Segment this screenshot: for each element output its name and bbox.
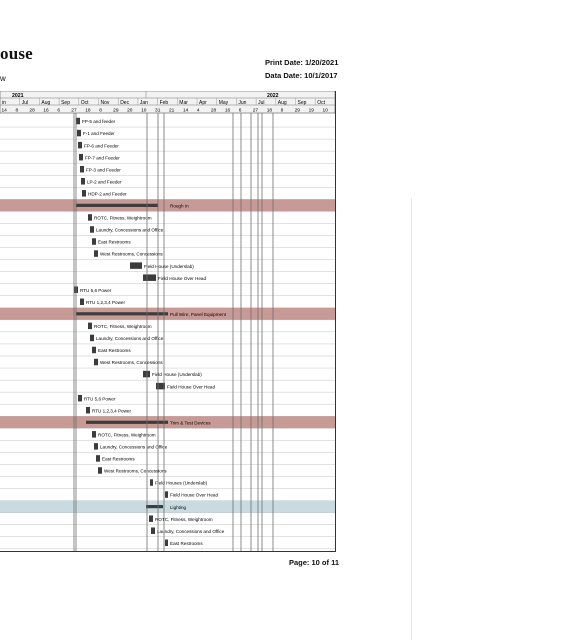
task-bar	[76, 118, 80, 125]
summary-bar	[76, 312, 168, 315]
task-bar	[143, 274, 156, 281]
task-label: LP-2 and Feeder	[87, 179, 122, 185]
month-label: Sep	[297, 100, 307, 106]
task-label: Laundry, Concessions and Office	[96, 227, 164, 233]
task-label: East Restrooms	[170, 540, 203, 546]
task-label: FP-7 and Feeder	[85, 155, 120, 161]
day-label: 20	[127, 108, 133, 114]
summary-band	[0, 501, 335, 513]
task-bar	[88, 214, 92, 221]
report-title: ouse	[0, 44, 33, 63]
task-label: West Restrooms, Concessions	[104, 468, 167, 474]
day-label: 28	[29, 108, 35, 114]
summary-bar	[86, 421, 168, 424]
task-label: FP-6 and Feeder	[84, 143, 119, 149]
task-label: Field House Over Head	[170, 492, 219, 498]
task-label: Laundry, Concessions and Office	[100, 444, 168, 450]
year-label: 2021	[12, 93, 24, 99]
task-bar	[151, 527, 155, 534]
task-bar	[90, 335, 94, 342]
day-label: 8	[99, 108, 102, 114]
task-bar	[86, 407, 90, 414]
task-bar	[94, 359, 98, 366]
task-bar	[88, 323, 92, 330]
task-bar	[90, 226, 94, 233]
task-label: West Restrooms, Concessions	[100, 360, 163, 366]
month-label: Feb	[159, 100, 169, 106]
summary-bar	[146, 505, 163, 508]
day-label: 14	[1, 108, 7, 114]
month-label: Jun	[238, 100, 247, 106]
month-label: Jul	[258, 100, 265, 106]
summary-bar	[76, 204, 158, 207]
task-label: Lighting	[170, 504, 187, 510]
task-label: Trim & Test Devices	[170, 420, 211, 426]
month-label: Sep	[61, 100, 71, 106]
gantt-svg	[0, 91, 335, 551]
task-bar	[81, 178, 85, 185]
day-label: 29	[113, 108, 119, 114]
task-bar	[92, 431, 96, 438]
gantt-chart	[0, 91, 336, 552]
task-bar	[150, 479, 153, 486]
task-label: RTU 5,6 Power	[80, 287, 112, 293]
month-label: Jan	[139, 100, 148, 106]
task-bar	[77, 130, 81, 137]
page-edge-divider	[411, 198, 412, 640]
day-label: 4	[196, 108, 200, 114]
report-subtitle: w	[0, 74, 6, 83]
task-label: FP-5 and feeder	[82, 119, 116, 125]
task-label: Rough In	[170, 203, 189, 209]
task-label: ROTC, Fitness, Weightroom	[98, 432, 156, 438]
task-label: RTU 5,6 Power	[84, 396, 116, 402]
task-bar	[80, 299, 84, 306]
day-label: 18	[85, 108, 91, 114]
task-bar	[94, 250, 98, 257]
task-bar	[80, 166, 84, 173]
task-bar	[165, 540, 168, 547]
task-bar	[143, 371, 150, 378]
task-bar	[94, 443, 98, 450]
day-label: 19	[308, 108, 314, 114]
task-label: East Restrooms	[98, 239, 131, 245]
month-label: Aug	[277, 100, 287, 106]
task-label: RTU 1,2,3,4 Power	[86, 299, 125, 305]
task-label: Laundry, Concessions and Office	[96, 336, 164, 342]
summary-band	[0, 199, 335, 211]
task-label: Pull Wire, Panel Equipment	[170, 311, 226, 317]
year-label: 2022	[267, 93, 279, 99]
day-label: 28	[210, 108, 217, 114]
task-bar	[165, 491, 168, 498]
month-label: in	[2, 100, 6, 106]
task-label: ROTC, Fitness, Weightroom	[94, 215, 152, 221]
month-label: Dec	[120, 100, 130, 106]
task-label: Field House (Underslab)	[152, 372, 202, 378]
month-label: Mar	[179, 100, 188, 106]
month-label: Oct	[80, 100, 89, 106]
day-label: 8	[280, 108, 284, 114]
day-label: 6	[57, 108, 61, 114]
task-bar	[130, 262, 142, 269]
day-label: 8	[15, 108, 19, 114]
day-label: 6	[238, 108, 242, 114]
task-label: West Restrooms, Concessions	[100, 251, 163, 257]
task-label: Laundry, Concessions and Office	[157, 528, 225, 534]
task-bar	[149, 515, 153, 522]
task-label: F-1 and Feeder	[83, 131, 115, 137]
task-label: ROTC, Fitness, Weightroom	[94, 324, 152, 330]
task-label: Field House (Underslab)	[144, 263, 194, 269]
day-label: 16	[224, 108, 231, 114]
task-label: East Restrooms	[98, 348, 131, 354]
day-label: 14	[182, 108, 189, 114]
day-label: 10	[322, 108, 328, 114]
month-label: Nov	[100, 100, 110, 106]
day-label: 16	[43, 108, 49, 114]
task-label: Field House Over Head	[167, 384, 216, 390]
task-label: ROTC, Fitness, Weightroom	[155, 516, 213, 522]
page-number: Page: 10 of 11	[289, 558, 340, 567]
day-label: 27	[252, 108, 259, 114]
task-bar	[98, 467, 102, 474]
month-label: May	[218, 100, 229, 106]
day-label: 27	[71, 108, 77, 114]
task-label: RTU 1,2,3,4 Power	[92, 408, 131, 414]
task-bar	[79, 154, 83, 161]
day-label: 18	[266, 108, 273, 114]
data-date: Data Date: 10/1/2017	[265, 71, 338, 80]
task-bar	[92, 238, 96, 245]
month-label: Oct	[317, 100, 325, 106]
task-bar	[96, 455, 100, 462]
task-bar	[92, 347, 96, 354]
month-label: Apr	[199, 100, 207, 106]
task-bar	[78, 142, 82, 149]
task-label: HDP-2 and Feeder	[88, 191, 127, 197]
month-label: Jul	[21, 100, 29, 106]
day-label: 29	[294, 108, 300, 114]
task-bar	[82, 190, 86, 197]
task-label: East Restrooms	[102, 456, 135, 462]
day-label: 10	[141, 108, 147, 114]
print-date: Print Date: 1/20/2021	[265, 58, 339, 67]
task-label: Field Houses (Underslab)	[155, 480, 208, 486]
day-label: 31	[155, 108, 161, 114]
task-label: Field House Over Head	[158, 275, 207, 281]
day-label: 21	[169, 108, 175, 114]
month-label: Aug	[41, 100, 51, 106]
task-bar	[78, 395, 82, 402]
task-label: FP-3 and Feeder	[86, 167, 121, 173]
